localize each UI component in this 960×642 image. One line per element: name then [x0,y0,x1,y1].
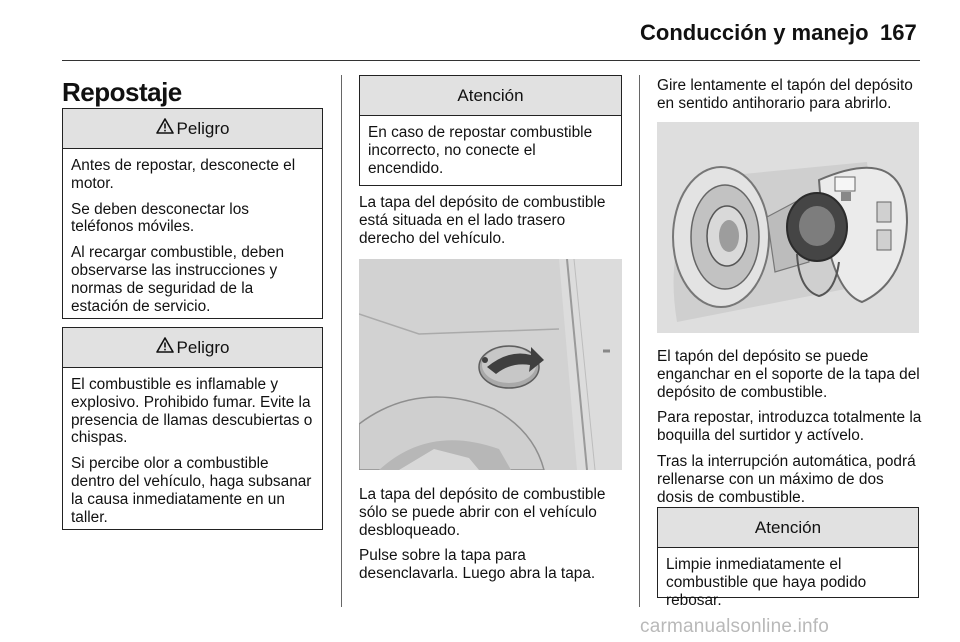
column-divider [341,75,342,607]
danger-box-heading: Peligro [176,337,230,357]
paragraph: Gire lentamente el tapón del depósito en sentido antihorario para abrirlo. [657,77,913,112]
notice-paragraph: En caso de repostar combustible incorrecto, no conecte el encendido. [368,124,593,177]
notice-box-header [360,76,621,116]
notice-box-heading: Atención [457,85,524,105]
text-block [359,486,623,591]
header-divider [62,60,920,61]
danger-paragraph: Se deben desconectar los teléfonos móviles. [71,200,249,236]
text-block [359,194,623,255]
section-title: Repostaje [62,77,182,107]
page-header-title: Conducción y manejo [640,20,869,45]
danger-paragraph: Al recargar combustible, deben observarse las instrucciones y normas de seguridad de la estación de servicio. [71,244,285,315]
paragraph: Pulse sobre la tapa para desenclavarla. Luego abra la tapa. [359,547,596,583]
danger-paragraph: Antes de repostar, desconecte el motor. [71,157,296,192]
notice-paragraph: Limpie inmediatamente el combustible que haya podido rebosar. [666,556,867,609]
danger-box [62,327,323,530]
text-block [657,348,923,514]
danger-box-heading: Peligro [176,118,230,138]
paragraph: La tapa del depósito de combustible está situada en el lado trasero derecho del vehículo. [359,194,606,247]
notice-box [657,507,919,609]
warning-triangle-icon [156,118,174,139]
danger-box-header [63,109,322,149]
paragraph: La tapa del depósito de combustible sólo se puede abrir con el vehículo desbloqueado. [359,486,606,539]
notice-box-heading: Atención [754,517,822,537]
text-block [657,77,923,121]
danger-box [62,108,323,319]
page-number: 167 [880,20,917,45]
notice-box-header [658,508,918,548]
paragraph: Tras la interrupción automática, podrá rellenarse con un máximo de dos dosis de combustible. [657,452,916,506]
paragraph: Para repostar, introduzca totalmente la boquilla del surtidor y actívelo. [657,409,922,445]
watermark: carmanualsonline.info [640,616,830,637]
danger-paragraph: El combustible es inflamable y explosivo. Prohibido fumar. Evite la presencia de llamas descubiertas o chispas. [71,376,313,447]
paragraph: El tapón del depósito se puede enganchar en el soporte de la tapa del depósito de combustible. [657,348,920,401]
column-divider [639,75,640,607]
fuel-cap-illustration [657,122,919,333]
danger-paragraph: Si percibe olor a combustible dentro del vehículo, haga subsanar la causa inmediatamente en un taller. [71,455,312,526]
fuel-flap-illustration [359,259,622,470]
notice-box [359,75,622,186]
danger-box-header [63,328,322,368]
warning-triangle-icon [156,337,174,358]
